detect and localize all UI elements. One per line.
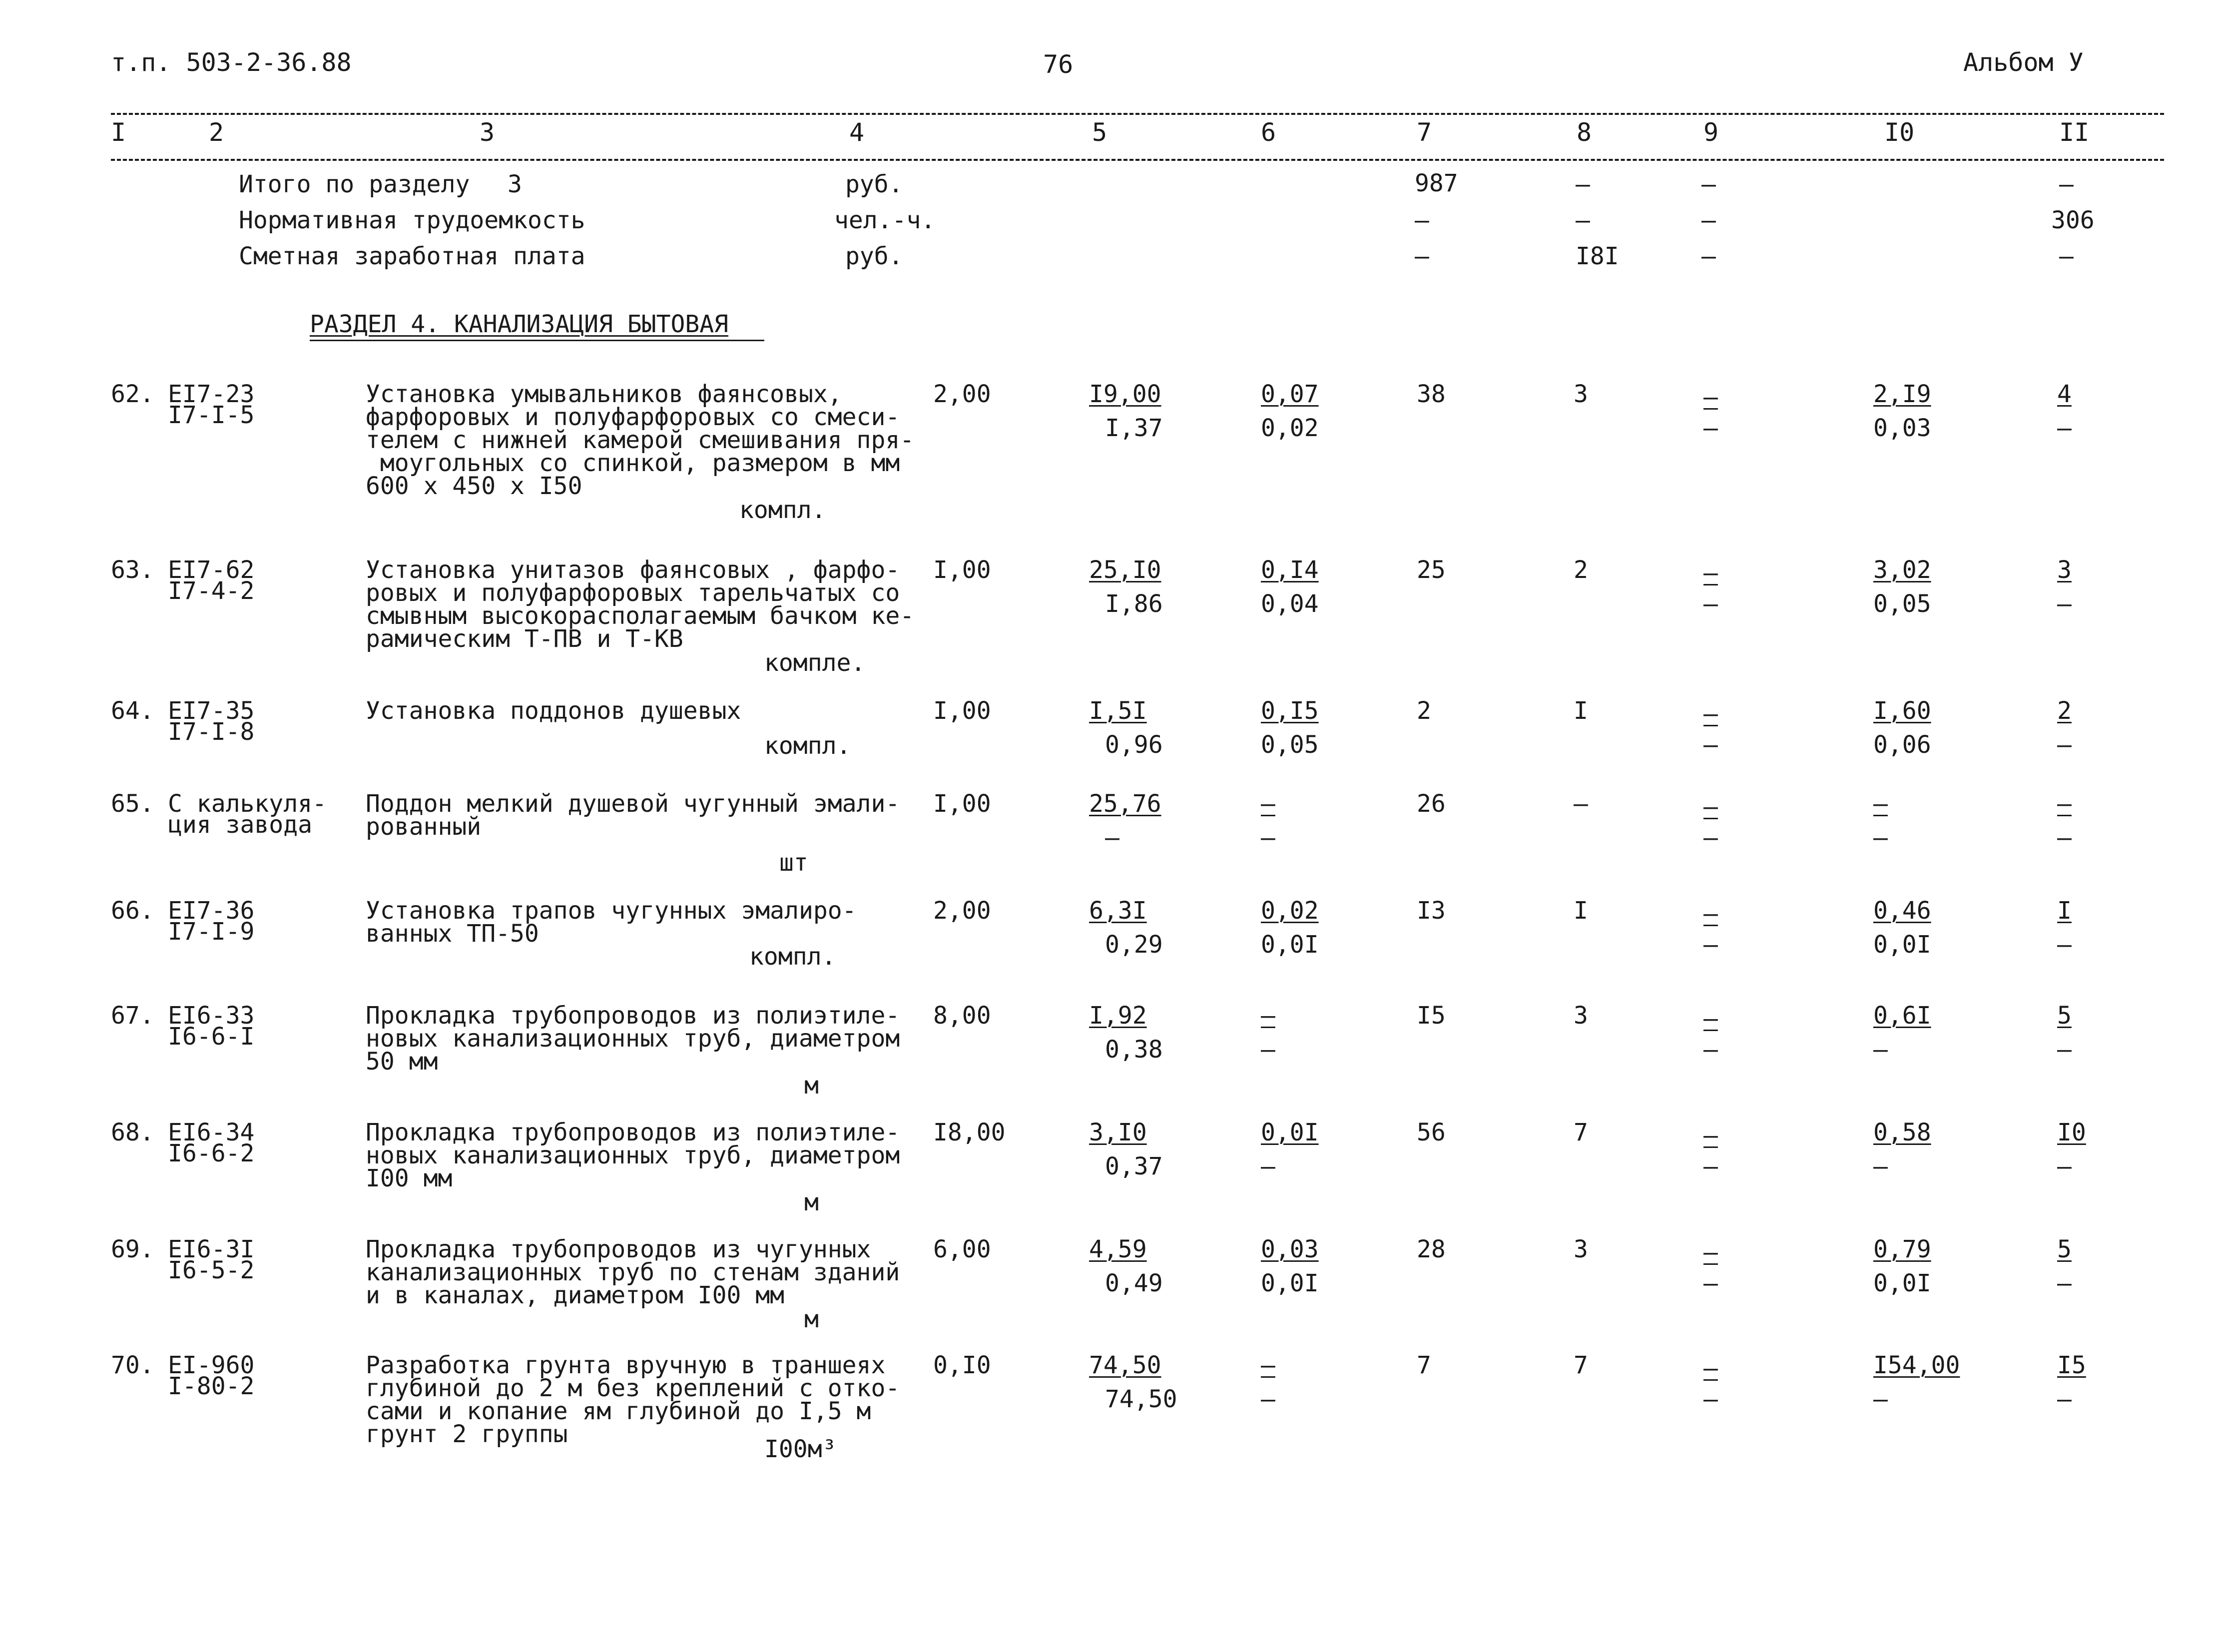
row-col9-bottom: – — [1703, 590, 1718, 618]
row-unit: компле. — [764, 649, 866, 677]
row-col10-top: 0,79 — [1873, 1235, 1931, 1263]
column-header-7: 7 — [1417, 118, 1432, 147]
column-header-3: 3 — [480, 118, 495, 147]
summary-total-c7: 987 — [1415, 169, 1458, 197]
summary-labor-c8: – — [1576, 206, 1590, 234]
header-bottom-rule — [111, 159, 2164, 161]
row-col5-bottom: 0,96 — [1105, 731, 1163, 759]
row-quantity: 2,00 — [933, 380, 991, 408]
header-top-rule — [111, 113, 2164, 115]
row-col9-top: – — [1703, 793, 1718, 821]
row-code-primary: ЕI-960 — [168, 1351, 255, 1379]
row-col10-top: 0,46 — [1873, 897, 1931, 925]
row-col6-top: 0,I4 — [1261, 556, 1319, 584]
column-header-8: 8 — [1577, 118, 1592, 147]
row-col5-top: 25,I0 — [1089, 556, 1161, 584]
row-col11-bottom: – — [2057, 824, 2072, 852]
row-code-secondary: I7-I-5 — [168, 401, 255, 429]
summary-labor-unit: чел.-ч. — [834, 206, 936, 234]
row-quantity: 8,00 — [933, 1002, 991, 1030]
row-code-secondary: ция завода — [168, 811, 312, 839]
summary-wage-label: Сметная заработная плата — [239, 242, 585, 270]
summary-total-label: Итого по разделу — [239, 170, 470, 198]
row-col11-top: 5 — [2057, 1002, 2072, 1030]
album-label: Альбом У — [1963, 48, 2084, 77]
row-unit: компл. — [764, 732, 851, 760]
row-unit: I00м³ — [764, 1435, 837, 1463]
row-col9-top: – — [1703, 383, 1718, 411]
row-col11-bottom: – — [2057, 414, 2072, 442]
row-col8: I — [1574, 897, 1588, 925]
row-col9-bottom: – — [1703, 1152, 1718, 1180]
row-col11-bottom: – — [2057, 590, 2072, 618]
row-col10-top: – — [1873, 790, 1888, 818]
row-col11-top: – — [2057, 790, 2072, 818]
row-col10-bottom: 0,05 — [1873, 590, 1931, 618]
row-quantity: I,00 — [933, 790, 991, 818]
row-col7: I5 — [1417, 1002, 1446, 1030]
summary-total-c9: – — [1701, 170, 1716, 198]
row-col7: 7 — [1417, 1351, 1431, 1379]
row-unit: м — [804, 1188, 819, 1216]
row-col8: 7 — [1574, 1351, 1588, 1379]
row-col10-top: 3,02 — [1873, 556, 1931, 584]
row-col11-bottom: – — [2057, 1269, 2072, 1297]
row-col7: 26 — [1417, 790, 1446, 818]
row-col10-top: 0,58 — [1873, 1118, 1931, 1146]
row-code-secondary: I6-6-I — [168, 1023, 255, 1051]
row-col5-top: 74,50 — [1089, 1351, 1161, 1379]
row-col5-bottom: 0,38 — [1105, 1036, 1163, 1064]
summary-wage-c8: I8I — [1576, 242, 1619, 270]
row-col11-bottom: – — [2057, 1152, 2072, 1180]
row-unit: шт — [779, 849, 808, 877]
row-col5-bottom: 0,49 — [1105, 1269, 1163, 1297]
summary-labor-c7: – — [1415, 206, 1429, 234]
row-col10-top: I,60 — [1873, 697, 1931, 725]
row-col6-bottom: 0,04 — [1261, 590, 1319, 618]
row-col6-bottom: – — [1261, 1152, 1275, 1180]
row-number: 65. — [111, 790, 154, 818]
row-col6-bottom: 0,05 — [1261, 731, 1319, 759]
row-description: Поддон мелкий душевой чугунный эмали- рованный — [366, 790, 900, 841]
row-code-secondary: I6-6-2 — [168, 1139, 255, 1167]
row-col5-top: I9,00 — [1089, 380, 1161, 408]
column-header-6: 6 — [1261, 118, 1276, 147]
row-code-primary: ЕI7-62 — [168, 556, 255, 584]
row-quantity: 0,I0 — [933, 1351, 991, 1379]
row-col9-bottom: – — [1703, 824, 1718, 852]
row-col5-bottom: 74,50 — [1105, 1385, 1177, 1413]
row-col9-top: – — [1703, 700, 1718, 728]
row-description: Установка трапов чугунных эмалиро- ванных ТП-50 — [366, 897, 857, 948]
row-col11-top: I0 — [2057, 1118, 2086, 1146]
section-title-underline — [310, 340, 764, 341]
row-col8: – — [1574, 790, 1588, 818]
row-code-primary: ЕI7-35 — [168, 697, 255, 725]
row-col5-top: 6,3I — [1089, 897, 1147, 925]
row-col6-top: 0,07 — [1261, 380, 1319, 408]
row-code-secondary: I-80-2 — [168, 1372, 255, 1400]
row-code-primary: С калькуля- — [168, 790, 327, 818]
summary-wage-c11: – — [2059, 242, 2074, 270]
page-number: 76 — [1043, 50, 1074, 79]
row-col10-top: 0,6I — [1873, 1002, 1931, 1030]
row-number: 62. — [111, 380, 154, 408]
row-col11-top: 3 — [2057, 556, 2072, 584]
row-col10-top: 2,I9 — [1873, 380, 1931, 408]
row-col6-bottom: 0,0I — [1261, 931, 1319, 959]
row-col7: 28 — [1417, 1235, 1446, 1263]
row-col9-top: – — [1703, 900, 1718, 928]
row-code-primary: ЕI7-23 — [168, 380, 255, 408]
row-code-primary: ЕI6-33 — [168, 1002, 255, 1030]
row-col9-bottom: – — [1703, 414, 1718, 442]
row-col8: 7 — [1574, 1118, 1588, 1146]
row-description: Прокладка трубопроводов из полиэтиле- новых канализационных труб, диаметром 50 мм — [366, 1002, 900, 1076]
row-col9-bottom: – — [1703, 731, 1718, 759]
row-col9-bottom: – — [1703, 1385, 1718, 1413]
row-col6-bottom: 0,0I — [1261, 1269, 1319, 1297]
column-header-10: I0 — [1884, 118, 1915, 147]
row-quantity: 6,00 — [933, 1235, 991, 1263]
row-col10-bottom: – — [1873, 1036, 1888, 1064]
summary-wage-unit: руб. — [845, 242, 903, 270]
row-quantity: 2,00 — [933, 897, 991, 925]
row-col7: 2 — [1417, 697, 1431, 725]
row-number: 64. — [111, 697, 154, 725]
row-col8: 3 — [1574, 380, 1588, 408]
row-col8: 3 — [1574, 1235, 1588, 1263]
row-quantity: I8,00 — [933, 1118, 1006, 1146]
summary-total-unit: руб. — [845, 170, 903, 198]
row-col9-bottom: – — [1703, 1269, 1718, 1297]
row-col6-bottom: – — [1261, 824, 1275, 852]
row-number: 70. — [111, 1351, 154, 1379]
row-code-secondary: I7-I-9 — [168, 918, 255, 946]
row-col5-top: I,5I — [1089, 697, 1147, 725]
row-col6-top: 0,02 — [1261, 897, 1319, 925]
row-col10-bottom: 0,0I — [1873, 1269, 1931, 1297]
row-col10-top: I54,00 — [1873, 1351, 1960, 1379]
row-number: 67. — [111, 1002, 154, 1030]
row-col5-top: 25,76 — [1089, 790, 1161, 818]
row-number: 68. — [111, 1118, 154, 1146]
row-description: Разработка грунта вручную в траншеях глубиной до 2 м без креплений с отко- сами и копание ям глубиной до I,5 м грунт 2 группы — [366, 1351, 900, 1448]
row-col6-top: 0,0I — [1261, 1118, 1319, 1146]
row-col9-bottom: – — [1703, 1036, 1718, 1064]
row-col10-bottom: – — [1873, 1152, 1888, 1180]
row-col9-top: – — [1703, 1354, 1718, 1382]
column-header-5: 5 — [1092, 118, 1107, 147]
summary-labor-c9: – — [1701, 206, 1716, 234]
row-col6-bottom: – — [1261, 1036, 1275, 1064]
row-code-primary: ЕI7-36 — [168, 897, 255, 925]
row-col9-top: – — [1703, 1238, 1718, 1266]
row-code-primary: ЕI6-3I — [168, 1235, 255, 1263]
column-header-11: II — [2059, 118, 2090, 147]
column-header-1: I — [111, 118, 126, 147]
row-number: 66. — [111, 897, 154, 925]
row-col7: I3 — [1417, 897, 1446, 925]
row-col11-top: I5 — [2057, 1351, 2086, 1379]
row-code-primary: ЕI6-34 — [168, 1118, 255, 1146]
row-col7: 56 — [1417, 1118, 1446, 1146]
row-col11-top: 2 — [2057, 697, 2072, 725]
row-col6-bottom: 0,02 — [1261, 414, 1319, 442]
row-col7: 25 — [1417, 556, 1446, 584]
row-col11-top: 4 — [2057, 380, 2072, 408]
row-unit: м — [804, 1072, 819, 1100]
row-col6-top: – — [1261, 790, 1275, 818]
row-quantity: I,00 — [933, 556, 991, 584]
summary-labor-label: Нормативная трудоемкость — [239, 206, 585, 234]
summary-total-section: 3 — [508, 170, 522, 198]
row-col9-top: – — [1703, 1005, 1718, 1033]
row-unit: компл. — [749, 943, 836, 971]
row-col10-bottom: – — [1873, 824, 1888, 852]
row-col6-top: 0,03 — [1261, 1235, 1319, 1263]
row-code-secondary: I6-5-2 — [168, 1256, 255, 1284]
row-col9-top: – — [1703, 559, 1718, 587]
row-col5-bottom: – — [1105, 824, 1119, 852]
row-col6-top: – — [1261, 1351, 1275, 1379]
row-col11-bottom: – — [2057, 1385, 2072, 1413]
row-number: 63. — [111, 556, 154, 584]
row-description: Установка унитазов фаянсовых , фарфо- ровых и полуфарфоровых тарельчатых со смывным высокорасполагаемым бачком ке- рамическим Т-ПВ и Т-КВ — [366, 556, 915, 653]
row-unit: компл. — [739, 496, 826, 524]
row-col5-bottom: 0,29 — [1105, 931, 1163, 959]
row-col8: I — [1574, 697, 1588, 725]
row-col9-bottom: – — [1703, 931, 1718, 959]
row-col8: 3 — [1574, 1002, 1588, 1030]
row-description: Установка умывальников фаянсовых, фарфоровых и полуфарфоровых со смеси- телем с нижней камерой смешивания пря- моугольных со спинкой, размером в мм 600 х 450 х I50 — [366, 380, 915, 500]
row-description: Установка поддонов душевых — [366, 697, 741, 725]
summary-total-c11: – — [2059, 170, 2074, 198]
row-col5-bottom: 0,37 — [1105, 1152, 1163, 1180]
row-col6-bottom: – — [1261, 1385, 1275, 1413]
column-header-4: 4 — [849, 118, 865, 147]
row-description: Прокладка трубопроводов из чугунных канализационных труб по стенам зданий и в каналах, диаметром I00 мм — [366, 1235, 900, 1309]
row-col5-top: I,92 — [1089, 1002, 1147, 1030]
row-code-secondary: I7-I-8 — [168, 718, 255, 746]
row-col11-top: I — [2057, 897, 2072, 925]
row-col6-top: 0,I5 — [1261, 697, 1319, 725]
row-col10-bottom: – — [1873, 1385, 1888, 1413]
summary-wage-c9: – — [1701, 242, 1716, 270]
summary-labor-c11: 306 — [2051, 206, 2095, 234]
row-col11-bottom: – — [2057, 731, 2072, 759]
row-col6-top: – — [1261, 1002, 1275, 1030]
column-header-9: 9 — [1703, 118, 1719, 147]
row-col10-bottom: 0,03 — [1873, 414, 1931, 442]
row-col11-top: 5 — [2057, 1235, 2072, 1263]
row-col10-bottom: 0,06 — [1873, 731, 1931, 759]
summary-wage-c7: – — [1415, 242, 1429, 270]
row-description: Прокладка трубопроводов из полиэтиле- новых канализационных труб, диаметром I00 мм — [366, 1118, 900, 1192]
row-col11-bottom: – — [2057, 931, 2072, 959]
row-col8: 2 — [1574, 556, 1588, 584]
column-header-2: 2 — [209, 118, 224, 147]
row-number: 69. — [111, 1235, 154, 1263]
row-col10-bottom: 0,0I — [1873, 931, 1931, 959]
row-code-secondary: I7-4-2 — [168, 577, 255, 605]
row-col5-top: 3,I0 — [1089, 1118, 1147, 1146]
row-quantity: I,00 — [933, 697, 991, 725]
row-col5-bottom: I,86 — [1105, 590, 1163, 618]
document-code: т.п. 503-2-36.88 — [111, 48, 352, 77]
row-col5-bottom: I,37 — [1105, 414, 1163, 442]
summary-total-c8: – — [1576, 170, 1590, 198]
row-unit: м — [804, 1305, 819, 1333]
row-col11-bottom: – — [2057, 1036, 2072, 1064]
row-col5-top: 4,59 — [1089, 1235, 1147, 1263]
row-col7: 38 — [1417, 380, 1446, 408]
row-col9-top: – — [1703, 1121, 1718, 1149]
section-title: РАЗДЕЛ 4. КАНАЛИЗАЦИЯ БЫТОВАЯ — [310, 310, 729, 338]
